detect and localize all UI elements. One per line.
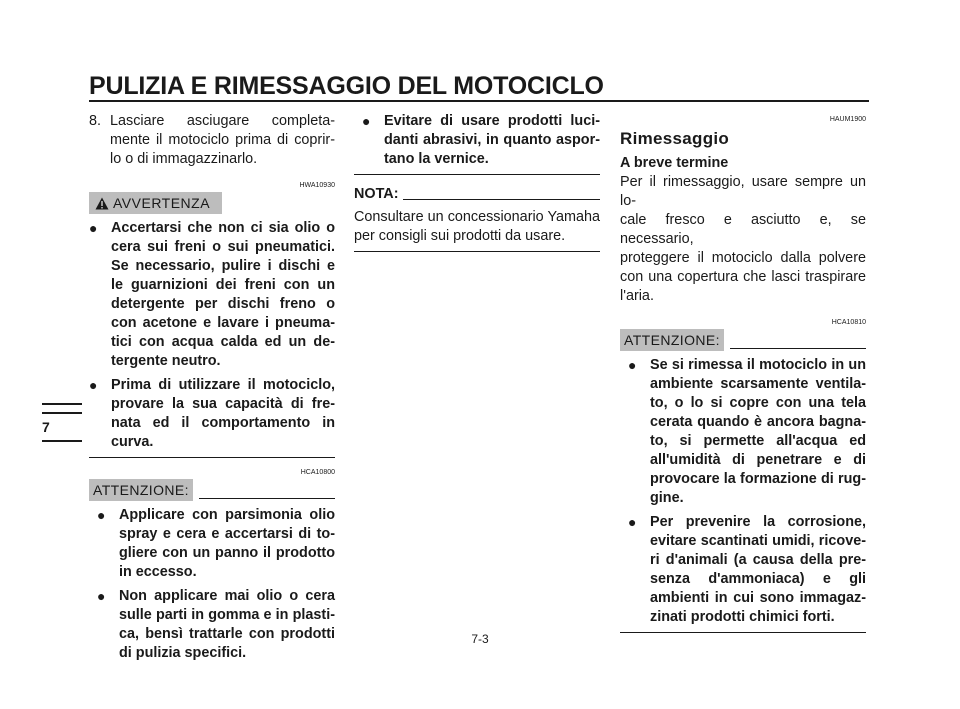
- warning-triangle-icon: [95, 197, 109, 210]
- list-item: ● Applicare con parsimonia olio spray e cera e accertarsi di to- gliere con un panno il prodotto in eccesso.: [97, 507, 335, 580]
- caution-label: ATTENZIONE:: [89, 479, 193, 501]
- caution-header: [89, 479, 335, 501]
- caution-list-continued: [354, 112, 600, 169]
- warning-badge: [89, 192, 222, 214]
- note-header-rule: [403, 199, 601, 200]
- page-title: PULIZIA E RIMESSAGGIO DEL MOTOCICLO: [89, 72, 604, 100]
- column-middle: [354, 112, 600, 252]
- title-rule: [89, 100, 869, 102]
- note-label: NOTA:: [354, 186, 399, 202]
- section-body: Per il rimessaggio, usare sempre un lo- cale fresco e asciutto e, se necessario, proteggere il motociclo dalla polvere con una copertura che lasci traspirare l'aria.: [620, 174, 866, 304]
- list-item: ● Prima di utilizzare il motociclo, provare la sua capacità di fre- nata ed il comportamento in curva.: [89, 377, 335, 450]
- warning-end-rule: [89, 457, 335, 458]
- bullet-icon: ●: [89, 377, 98, 393]
- bullet-icon: ●: [628, 514, 637, 530]
- subheading: A breve termine: [620, 155, 729, 171]
- list-item: ● Per prevenire la corrosione, evitare scantinati umidi, ricove- ri d'animali (a causa della pre- senza d'ammoniaca) e gli ambienti in cui sono immagaz- zinati prodotti chimici forti.: [628, 514, 866, 625]
- step-line: Lasciare asciugare completa-: [110, 113, 335, 129]
- warning-header: [89, 192, 335, 214]
- caution-list: [620, 356, 866, 627]
- caution-code: HCA10800: [300, 469, 335, 476]
- warning-code: HWA10930: [299, 182, 335, 189]
- list-item: ● Accertarsi che non ci sia olio o cera sui freni o sui pneumatici. Se necessario, pulire i dischi e le guarnizioni dei freni con un detergente per dischi freno o con acetone e lavare i pneuma- tici con acqua calda ed un de- tergente neutro.: [89, 220, 335, 369]
- caution-code: HCA10810: [831, 319, 866, 326]
- bullet-icon: ●: [362, 113, 371, 129]
- column-right: [620, 112, 866, 633]
- list-item: ● Non applicare mai olio o cera sulle parti in gomma e in plasti- ca, bensì trattarle con prodotti di pulizia specifici.: [97, 588, 335, 661]
- caution-end-rule: [354, 174, 600, 175]
- note-header: [354, 185, 600, 204]
- warning-list: [89, 219, 335, 452]
- note-end-rule: [354, 251, 600, 252]
- section-title: Rimessaggio: [620, 129, 730, 148]
- note-body: Consultare un concessionario Yamaha per consigli sui prodotti da usare.: [354, 209, 600, 244]
- section-code: HAUM1900: [829, 116, 866, 123]
- bullet-icon: ●: [628, 357, 637, 373]
- chapter-tab-divider: [42, 403, 82, 405]
- page-number: 7-3: [471, 632, 489, 646]
- caution-header: [620, 329, 866, 351]
- bullet-icon: ●: [89, 220, 98, 236]
- warning-label: AVVERTENZA: [113, 194, 211, 211]
- bullet-icon: ●: [97, 507, 106, 523]
- step-number: 8.: [89, 113, 102, 129]
- bullet-icon: ●: [97, 588, 106, 604]
- caution-header-rule: [199, 498, 335, 499]
- column-left: [89, 112, 335, 668]
- step-line: lo o di immagazzinarlo.: [110, 151, 258, 167]
- list-item: ● Evitare di usare prodotti luci- danti abrasivi, in quanto aspor- tano la vernice.: [362, 113, 600, 167]
- step-8: [89, 112, 335, 169]
- caution-header-rule: [730, 348, 866, 349]
- caution-label: ATTENZIONE:: [620, 329, 724, 351]
- chapter-tab: 7: [42, 412, 82, 442]
- step-line: mente il motociclo prima di coprir-: [110, 132, 335, 148]
- list-item: ● Se si rimessa il motociclo in un ambiente scarsamente ventila- to, o lo si copre con una tela cerata quando è ancora bagna- to, si permette all'acqua ed all'umidità di penetrare e di provocare la formazione di rug- gine.: [628, 357, 866, 506]
